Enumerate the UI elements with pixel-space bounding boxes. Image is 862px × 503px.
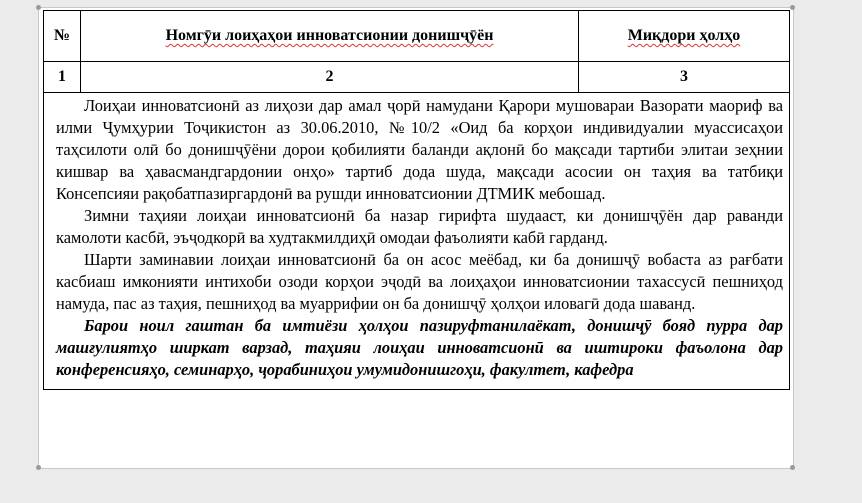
numbering-col3: 3 [579,62,790,93]
header-project-names: Номгӯи лоиҳаҳои инноватсионии донишҷӯён [165,27,494,44]
table-body-row [44,93,790,390]
table-header-row [44,11,790,62]
numbering-col2: 2 [81,62,579,93]
resize-handle-top-left[interactable] [36,5,41,10]
table-numbering-row [44,62,790,93]
header-number-cell [44,11,81,62]
body-paragraph-2: Зимни таҳияи лоиҳаи инноватсионӣ ба назар гирифта шудааст, ки донишҷӯён дар раванди камолоти касбӣ, эъҷодкорӣ ва худтакмилдиҳӣ омодаи фаъолияти кабӣ гарданд. [56,206,783,247]
body-text-cell[interactable] [44,93,790,390]
body-paragraph-4: Барои ноил гаштан ба имтиёзи ҳолҳои пазируфтанилаёкат, донишҷӯ бояд пурра дар машғулиятҳо ширкат варзад, таҳияи лоиҳаи инноватсионӣ ва иштироки фаъолона дар конференсияҳо, семинарҳо, ҷорабиниҳои умумидонишгоҳи, факултет, кафедра [56,316,783,379]
header-hours: Миқдори ҳолҳо [627,27,741,44]
header-hours-cell [579,11,790,62]
body-paragraph-1: Лоиҳаи инноватсионӣ аз лиҳози дар амал ҷорӣ намудани Қарори мушовараи Вазорати маориф ва илми Ҷумҳурии Тоҷикистон аз 30.06.2010, №10/2 «Оид ба корҳои индивидуалии муассисаҳои таҳсилоти олӣ бо донишҷӯёни дорои қобилияти баланди ақлонӣ бо мақсади тартиби элитаи зеҳнии кишвар ва ҳавасмандгардонии онҳо» тартиб дода шуда, мақсади асосии он таҳия ва татбиқи Консепсияи рақобатпазиргардонӣ ва рушди инноватсионии ДТМИК мебошад. [56,96,783,203]
resize-handle-bottom-right[interactable] [790,465,795,470]
resize-handle-top-right[interactable] [790,5,795,10]
resize-handle-bottom-left[interactable] [36,465,41,470]
numbering-col1: 1 [44,62,81,93]
body-paragraph-3: Шарти заминавии лоиҳаи инноватсионӣ ба он асос меёбад, ки ба донишҷӯ вобаста аз рағбати касбиаш имконияти интихоби озоди корҳои эҷодӣ ва лоиҳаҳои инноватсионии тахассусӣ пешниҳод намуда, пас аз таҳия, пешниҳод ва муаррифии он ба донишҷӯ ҳолҳои иловагӣ дода шаванд. [56,250,783,313]
header-number: № [53,27,71,44]
document-table [43,10,790,390]
header-project-names-cell [81,11,579,62]
